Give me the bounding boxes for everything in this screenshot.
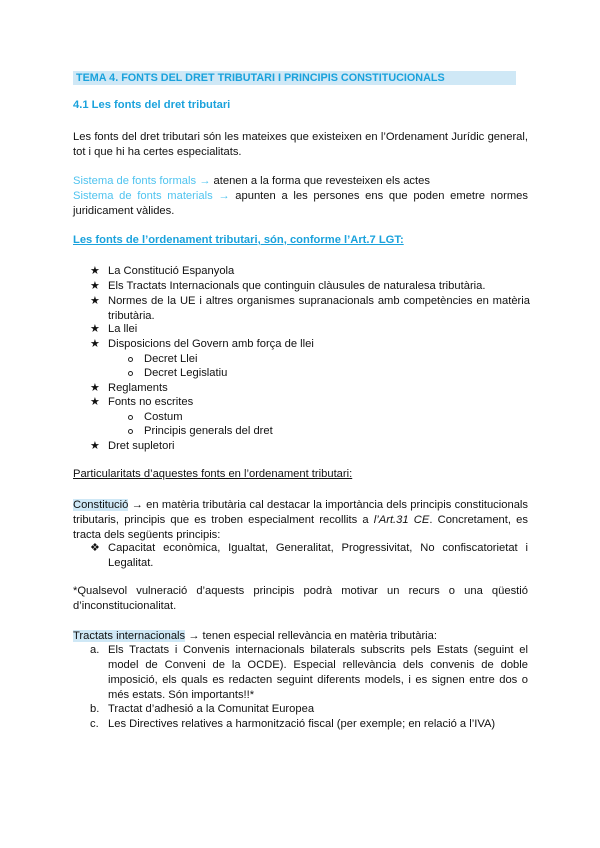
diamond-bullet-icon: ❖ [90, 542, 100, 554]
arrow-icon: → [128, 499, 147, 511]
fonts-sub-item [128, 410, 183, 425]
intro-paragraph: Les fonts del dret tributari són les mateixes que existeixen en l’Ordenament Jurídic general, tot i que hi ha certes especialitats. [73, 131, 528, 158]
constitucio-paragraph [73, 498, 528, 543]
star-bullet-icon: ★ [90, 323, 100, 335]
tractats-text: tenen especial rellevància en matèria tributària: [202, 630, 437, 642]
fonts-list-item-text: Fonts no escrites [108, 396, 194, 408]
fonts-list-item-text: La Constitució Espanyola [108, 265, 235, 277]
constitucio-label: Constitució [73, 499, 129, 511]
star-bullet-icon: ★ [90, 440, 100, 452]
principis-item [90, 541, 528, 571]
sistema-materials-line [73, 189, 528, 219]
fonts-list-item-text: Reglaments [108, 382, 168, 394]
tractats-item-text: Les Directives relatives a harmonització fiscal (per exemple; en relació a l’IVA) [108, 718, 496, 730]
art31-reference: l’Art.31 CE [373, 514, 430, 526]
circle-bullet-icon [128, 429, 133, 434]
fonts-list-item [90, 395, 530, 410]
fonts-list-item-text: Disposicions del Govern amb força de llei [108, 338, 314, 350]
note-paragraph: *Qualsevol vulneració d’aquests principis podrà motivar un recurs o una qüestió d’inconstitucionalitat. [73, 585, 528, 612]
list-letter: b. [90, 703, 100, 715]
circle-bullet-icon [128, 371, 133, 376]
circle-bullet-icon [128, 415, 133, 420]
fonts-list-item-text: La llei [108, 323, 138, 335]
sistema-materials-label: Sistema de fonts materials → [73, 190, 230, 202]
star-bullet-icon: ★ [90, 338, 100, 350]
star-bullet-icon: ★ [90, 280, 100, 292]
fonts-sub-item-text: Decret Llei [144, 353, 198, 365]
fonts-sub-item [128, 352, 197, 367]
constitucio-text-b: . Concretament, es tracta dels següents principis: [73, 514, 528, 541]
fonts-list-item [90, 381, 530, 396]
tractats-item-b [90, 702, 528, 717]
circle-bullet-icon [128, 357, 133, 362]
fonts-sub-item [128, 366, 227, 381]
fonts-list-item [90, 337, 530, 352]
fonts-list-item [90, 264, 530, 279]
document-title: TEMA 4. FONTS DEL DRET TRIBUTARI I PRINCIPIS CONSTITUCIONALS [73, 71, 516, 85]
fonts-list-item [90, 322, 530, 337]
section-heading-4-1: 4.1 Les fonts del dret tributari [73, 99, 231, 111]
sistema-formals-text: atenen a la forma que revesteixen els actes [210, 175, 430, 187]
fonts-list-item [90, 439, 530, 454]
tractats-label: Tractats internacionals [73, 630, 186, 642]
list-letter: a. [90, 644, 100, 656]
sistema-formals-line [73, 174, 528, 189]
fonts-list-item [90, 294, 530, 324]
arrow-icon: → [185, 630, 203, 642]
list-letter: c. [90, 718, 99, 730]
star-bullet-icon: ★ [90, 396, 100, 408]
fonts-heading: Les fonts de l’ordenament tributari, són, conforme l’Art.7 LGT: [73, 234, 404, 246]
star-bullet-icon: ★ [90, 265, 100, 277]
star-bullet-icon: ★ [90, 382, 100, 394]
fonts-list-item-text: Dret supletori [108, 440, 175, 452]
tractats-paragraph [73, 629, 528, 644]
fonts-list-item-text: Normes de la UE i altres organismes supranacionals amb competències en matèria tributària. [108, 295, 530, 322]
principis-text: Capacitat econòmica, Igualtat, Generalitat, Progressivitat, No confiscatorietat i Legalitat. [108, 542, 528, 569]
star-bullet-icon: ★ [90, 295, 100, 307]
tractats-item-a [90, 643, 528, 703]
fonts-sub-item-text: Principis generals del dret [144, 425, 273, 437]
fonts-sub-item-text: Decret Legislatiu [144, 367, 228, 379]
fonts-list-item-text: Els Tractats Internacionals que continguin clàusules de naturalesa tributària. [108, 280, 486, 292]
tractats-item-text: Tractat d’adhesió a la Comunitat Europea [108, 703, 315, 715]
tractats-item-c [90, 717, 528, 732]
sistemes-block [73, 174, 528, 219]
fonts-list-item [90, 279, 530, 294]
sistema-formals-label: Sistema de fonts formals → [73, 175, 211, 187]
constitucio-text-a: en matèria tributària cal destacar la importància dels principis constitucionals tributaris, principis que es troben especialment recollits a [73, 499, 528, 526]
sistema-materials-text: apunten a les persones ens que poden emetre normes juridicament vàlides. [73, 190, 528, 217]
particularitats-heading: Particularitats d’aquestes fonts en l’ordenament tributari: [73, 468, 353, 480]
tractats-item-text: Els Tractats i Convenis internacionals bilaterals subscrits pels Estats (seguint el model de Conveni de la OCDE). Especial rellevància dels convenis de doble imposició, els quals es redacten seguint diferents models, i es signen entre dos o més estats. Són importants!!* [108, 644, 528, 701]
fonts-sub-item [128, 424, 273, 439]
fonts-sub-item-text: Costum [144, 411, 183, 423]
